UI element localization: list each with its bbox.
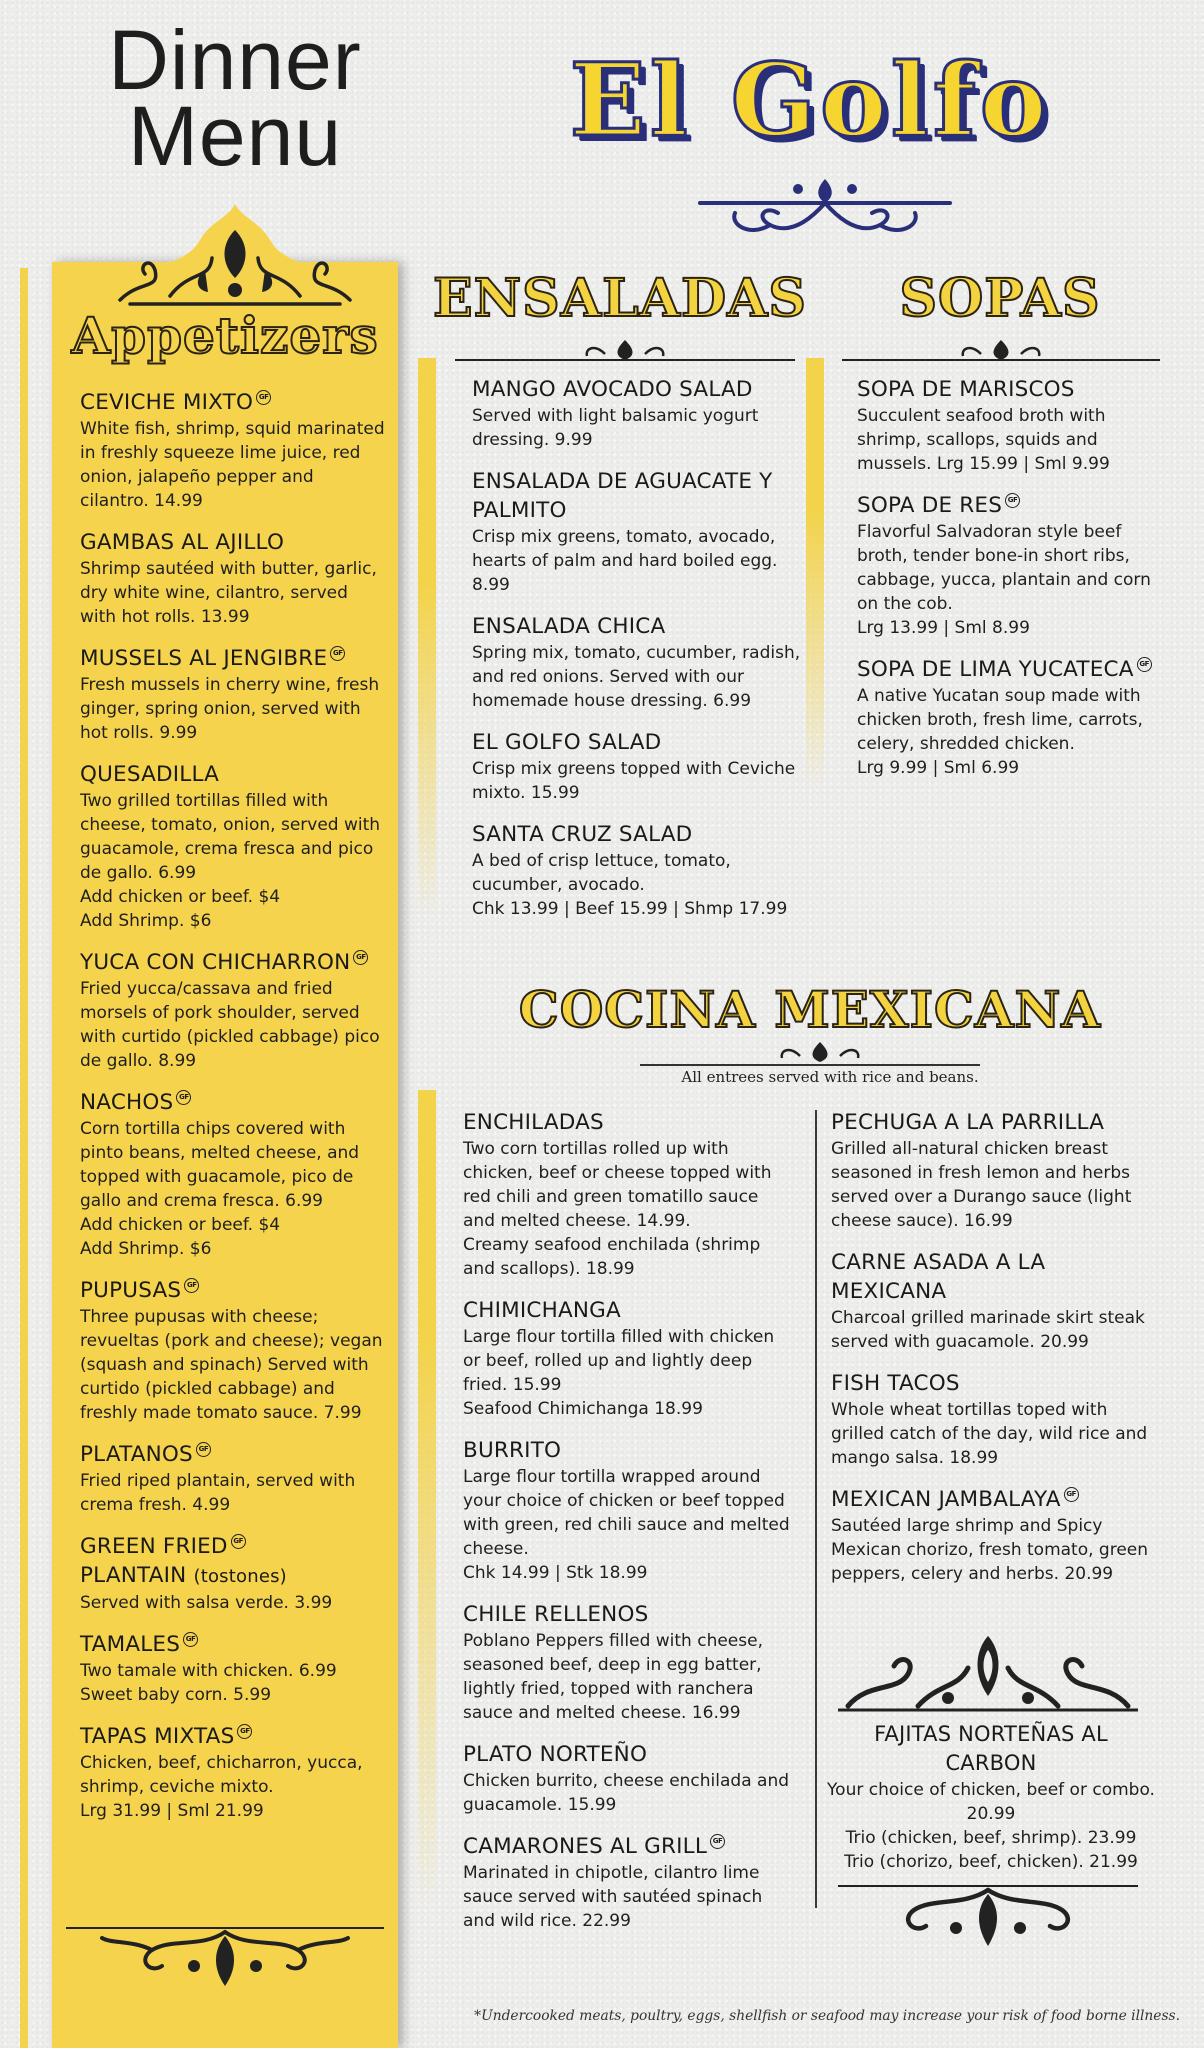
- menu-item-name-text: SANTA CRUZ SALAD: [472, 822, 693, 847]
- menu-item-desc: Creamy seafood enchilada (shrimp and scallops). 18.99: [463, 1235, 761, 1279]
- menu-item: [831, 1248, 1161, 1354]
- menu-item-name: [463, 1296, 793, 1325]
- menu-item-name-text: CEVICHE MIXTO: [80, 390, 254, 415]
- menu-item-name-text: TAMALES: [80, 1632, 181, 1657]
- menu-item-name-text: QUESADILLA: [80, 762, 220, 787]
- fajitas-bottom-flourish-icon: [828, 1882, 1148, 1952]
- menu-item: [472, 467, 812, 597]
- menu-item-name: [80, 1440, 386, 1469]
- menu-item-name: [857, 375, 1167, 404]
- menu-item-name-text: FISH TACOS: [831, 1371, 960, 1396]
- menu-item-desc: Lrg 9.99 | Sml 6.99: [857, 758, 1020, 778]
- menu-item: [463, 1296, 793, 1421]
- menu-item-name-text: GREEN FRIED: [80, 1534, 228, 1559]
- gluten-free-badge-icon: GF: [231, 1534, 246, 1549]
- menu-item: [463, 1108, 793, 1281]
- menu-item-desc: Chk 14.99 | Stk 18.99: [463, 1563, 648, 1583]
- menu-item-name: [472, 467, 812, 525]
- menu-item-name-text: EL GOLFO SALAD: [472, 730, 662, 755]
- menu-item-name: [472, 728, 812, 757]
- menu-item-name: [80, 528, 386, 557]
- menu-item: [463, 1832, 793, 1933]
- logo-flourish-icon: [690, 175, 960, 245]
- cocina-ribbon: [418, 1090, 436, 1910]
- menu-item-desc: Seafood Chimichanga 18.99: [463, 1399, 703, 1419]
- menu-item-name-text: BURRITO: [463, 1438, 562, 1463]
- menu-item-desc: Grilled all-natural chicken breast seasoned in fresh lemon and herbs served over a Durango sauce (light cheese sauce). 16.99: [831, 1139, 1132, 1231]
- menu-item-desc: A native Yucatan soup made with chicken broth, fresh lime, carrots, celery, shredded chicken.: [857, 686, 1143, 754]
- gluten-free-badge-icon: GF: [183, 1632, 198, 1647]
- menu-item-name-text: TAPAS MIXTAS: [80, 1724, 235, 1749]
- cocina-column-divider: [815, 1110, 817, 1908]
- menu-item-name-text: PLATANOS: [80, 1442, 193, 1467]
- menu-item-desc: Chk 13.99 | Beef 15.99 | Shmp 17.99: [472, 899, 788, 919]
- menu-item-desc: Fried yucca/cassava and fried morsels of pork shoulder, served with curtido (pickled cabbage) pico de gallo. 8.99: [80, 979, 380, 1071]
- menu-item: [80, 1440, 386, 1517]
- menu-item-name: [80, 644, 386, 673]
- menu-item-name-text: ENSALADA CHICA: [472, 614, 666, 639]
- menu-item-name: [831, 1369, 1161, 1398]
- menu-item-desc: Add chicken or beef. $4: [80, 887, 281, 907]
- menu-item: [463, 1436, 793, 1585]
- menu-item-desc: A bed of crisp lettuce, tomato, cucumber, avocado.: [472, 851, 731, 895]
- menu-item: [80, 1722, 386, 1823]
- menu-item: [463, 1600, 793, 1725]
- fajitas-section: [826, 1720, 1156, 1874]
- menu-item-desc: Two grilled tortillas filled with cheese, tomato, onion, served with guacamole, crema fresca and pico de gallo. 6.99: [80, 791, 381, 883]
- gluten-free-badge-icon: GF: [1005, 493, 1020, 508]
- menu-item-name: [80, 1722, 386, 1751]
- gluten-free-badge-icon: GF: [184, 1278, 199, 1293]
- gluten-free-badge-icon: GF: [256, 390, 271, 405]
- menu-item: [80, 948, 386, 1073]
- menu-item: [831, 1485, 1161, 1586]
- menu-item-desc: Large flour tortilla filled with chicken or beef, rolled up and lightly deep fried. 15.99: [463, 1327, 775, 1395]
- menu-item-desc: Shrimp sautéed with butter, garlic, dry white wine, cilantro, served with hot rolls. 13.99: [80, 559, 377, 627]
- menu-item-name-text: PLATO NORTEÑO: [463, 1742, 648, 1767]
- cocina-left-list: [463, 1108, 793, 1948]
- restaurant-logo: [480, 40, 1140, 160]
- menu-item-name: [463, 1108, 793, 1137]
- menu-item-name-text: ENCHILADAS: [463, 1110, 604, 1135]
- menu-item-desc: Add chicken or beef. $4: [80, 1215, 281, 1235]
- menu-item-name: [831, 1108, 1161, 1137]
- menu-item-name: [831, 1485, 1161, 1514]
- fajitas-crest-icon: [828, 1632, 1148, 1714]
- menu-item-name: [857, 655, 1167, 684]
- gluten-free-badge-icon: GF: [196, 1442, 211, 1457]
- menu-item-desc: White fish, shrimp, squid marinated in freshly squeeze lime juice, red onion, jalapeño pepper and cilantro. 14.99: [80, 419, 385, 511]
- restaurant-name: El Golfo: [569, 41, 1051, 159]
- sopas-ribbon: [806, 358, 824, 788]
- menu-item-desc: Lrg 31.99 | Sml 21.99: [80, 1801, 264, 1821]
- menu-item-name: [472, 820, 812, 849]
- menu-item-desc: Chicken burrito, cheese enchilada and guacamole. 15.99: [463, 1771, 790, 1815]
- menu-item-desc: Spring mix, tomato, cucumber, radish, and red onions. Served with our homemade house dressing. 6.99: [472, 643, 801, 711]
- menu-item-desc: Succulent seafood broth with shrimp, scallops, squids and mussels. Lrg 15.99 | Sml 9.99: [857, 406, 1110, 474]
- menu-item-name-text: CHIMICHANGA: [463, 1298, 621, 1323]
- menu-item: [857, 375, 1167, 476]
- gluten-free-badge-icon: GF: [1137, 657, 1152, 672]
- menu-item-name: [463, 1600, 793, 1629]
- menu-item-name: [463, 1740, 793, 1769]
- fajitas-name: FAJITAS NORTEÑAS AL CARBON: [874, 1722, 1108, 1775]
- menu-item-name-text: SOPA DE MARISCOS: [857, 377, 1075, 402]
- cocina-divider-icon: [760, 1040, 880, 1066]
- menu-item-name: [463, 1832, 793, 1861]
- menu-item-desc: Two tamale with chicken. 6.99: [80, 1661, 337, 1681]
- menu-item-desc: Corn tortilla chips covered with pinto beans, melted cheese, and topped with guacamole, pico de gallo and crema fresca. 6.99: [80, 1119, 360, 1211]
- appetizer-list: [80, 388, 386, 1838]
- menu-item: [80, 1630, 386, 1707]
- menu-item-name-text: GAMBAS AL AJILLO: [80, 530, 285, 555]
- sopas-divider-icon: [842, 338, 1160, 364]
- fajitas-desc-2: Trio (chicken, beef, shrimp). 23.99: [845, 1828, 1137, 1848]
- appetizer-bottom-flourish-icon: [62, 1918, 388, 1992]
- menu-item-name-note: (tostones): [193, 1566, 287, 1587]
- menu-item-name-text: NACHOS: [80, 1090, 174, 1115]
- menu-title-line1: Dinner: [108, 13, 362, 107]
- menu-item-desc: Served with light balsamic yogurt dressing. 9.99: [472, 406, 759, 450]
- menu-item-desc: Crisp mix greens, tomato, avocado, hearts of palm and hard boiled egg. 8.99: [472, 527, 778, 595]
- menu-item-name-text: SOPA DE LIMA YUCATECA: [857, 657, 1134, 682]
- cocina-right-list: [831, 1108, 1161, 1601]
- fajitas-desc-1: Your choice of chicken, beef or combo. 20.99: [827, 1780, 1155, 1824]
- menu-item-desc: Three pupusas with cheese; revueltas (pork and cheese); vegan (squash and spinach) Served with curtido (pickled cabbage) and freshly made tomato sauce. 7.99: [80, 1307, 383, 1423]
- cocina-heading: COCINA MEXICANA: [518, 980, 1102, 1039]
- menu-item-desc: Fried riped plantain, served with crema fresh. 4.99: [80, 1471, 356, 1515]
- menu-item-desc: Crisp mix greens topped with Ceviche mixto. 15.99: [472, 759, 796, 803]
- menu-item-name-text: ENSALADA DE AGUACATE Y PALMITO: [472, 469, 773, 523]
- gluten-free-badge-icon: GF: [710, 1834, 725, 1849]
- appetizers-heading: Appetizers: [71, 306, 379, 365]
- menu-item: [857, 655, 1167, 780]
- menu-item: [80, 644, 386, 745]
- menu-item-name-text: CHILE RELLENOS: [463, 1602, 649, 1627]
- menu-item-desc: Add Shrimp. $6: [80, 1239, 212, 1259]
- gluten-free-badge-icon: GF: [176, 1090, 191, 1105]
- menu-item-name-text: PUPUSAS: [80, 1278, 182, 1303]
- gluten-free-badge-icon: GF: [237, 1724, 252, 1739]
- menu-item-name-text: MUSSELS AL JENGIBRE: [80, 646, 328, 671]
- menu-item-name: [80, 1276, 386, 1305]
- menu-item: [472, 728, 812, 805]
- menu-title: [55, 13, 415, 183]
- menu-item: [80, 1088, 386, 1261]
- menu-item-name: [463, 1436, 793, 1465]
- menu-item-desc: Lrg 13.99 | Sml 8.99: [857, 618, 1030, 638]
- menu-item: [831, 1369, 1161, 1470]
- menu-item-desc: Chicken, beef, chicharron, yucca, shrimp, ceviche mixto.: [80, 1753, 363, 1797]
- menu-item-name: [80, 1532, 386, 1591]
- menu-item: [472, 820, 812, 921]
- menu-item-name-text: CARNE ASADA A LA MEXICANA: [831, 1250, 1046, 1304]
- menu-title-line2: Menu: [127, 89, 343, 183]
- health-disclaimer: *Undercooked meats, poultry, eggs, shellfish or seafood may increase your risk of food borne illness.: [474, 2008, 1180, 2024]
- menu-item-desc: Served with salsa verde. 3.99: [80, 1593, 333, 1613]
- menu-item-name-text: CAMARONES AL GRILL: [463, 1834, 708, 1859]
- menu-item-name: [472, 375, 812, 404]
- fajitas-desc-3: Trio (chorizo, beef, chicken). 21.99: [844, 1852, 1138, 1872]
- menu-item-name: [80, 1630, 386, 1659]
- menu-item: [472, 612, 812, 713]
- ensaladas-heading: ENSALADAS: [433, 268, 807, 329]
- menu-item-desc: Charcoal grilled marinade skirt steak served with guacamole. 20.99: [831, 1308, 1145, 1352]
- menu-item-name: [831, 1248, 1161, 1306]
- menu-item-name: [80, 388, 386, 417]
- menu-item: [857, 491, 1167, 640]
- menu-item-desc: Marinated in chipotle, cilantro lime sauce served with sautéed spinach and wild rice. 22.99: [463, 1863, 763, 1931]
- menu-item: [472, 375, 812, 452]
- menu-item-desc: Whole wheat tortillas toped with grilled catch of the day, wild rice and mango salsa. 18.99: [831, 1400, 1148, 1468]
- menu-item-name: [80, 760, 386, 789]
- menu-item-name-text: YUCA CON CHICHARRON: [80, 950, 351, 975]
- cocina-note: All entrees served with rice and beans.: [681, 1068, 979, 1086]
- menu-item: [80, 1532, 386, 1615]
- gluten-free-badge-icon: GF: [1064, 1487, 1079, 1502]
- menu-item-name: [472, 612, 812, 641]
- menu-item-name: [80, 1088, 386, 1117]
- menu-item-name: [80, 948, 386, 977]
- menu-item-name-text: MANGO AVOCADO SALAD: [472, 377, 753, 402]
- menu-item-name-text: SOPA DE RES: [857, 493, 1003, 518]
- menu-item: [80, 1276, 386, 1425]
- menu-item-name-text: PECHUGA A LA PARRILLA: [831, 1110, 1105, 1135]
- menu-item: [80, 528, 386, 629]
- ensaladas-divider-icon: [455, 338, 795, 364]
- menu-item-name: [857, 491, 1167, 520]
- sopas-list: [857, 375, 1167, 795]
- cocina-note-rule: [640, 1064, 980, 1066]
- menu-item: [463, 1740, 793, 1817]
- appetizer-crest-icon: [100, 200, 370, 310]
- menu-item-desc: Sautéed large shrimp and Spicy Mexican chorizo, fresh tomato, green peppers, celery and herbs. 20.99: [831, 1516, 1149, 1584]
- gluten-free-badge-icon: GF: [353, 950, 368, 965]
- menu-item: [80, 760, 386, 933]
- menu-item-name-line2: PLANTAIN: [80, 1563, 187, 1588]
- menu-item-name-text: MEXICAN JAMBALAYA: [831, 1487, 1061, 1512]
- sopas-heading: SOPAS: [899, 268, 1101, 329]
- menu-item: [80, 388, 386, 513]
- ensaladas-ribbon: [418, 358, 436, 918]
- menu-item-desc: Large flour tortilla wrapped around your choice of chicken or beef topped with green, red chili sauce and melted cheese.: [463, 1467, 790, 1559]
- menu-item-desc: Fresh mussels in cherry wine, fresh ginger, spring onion, served with hot rolls. 9.99: [80, 675, 380, 743]
- gluten-free-badge-icon: GF: [330, 646, 345, 661]
- appetizer-ribbon: [20, 268, 28, 2048]
- menu-item-desc: Two corn tortillas rolled up with chicken, beef or cheese topped with red chili and green tomatillo sauce and melted cheese. 14.99.: [463, 1139, 772, 1231]
- menu-item-desc: Poblano Peppers filled with cheese, seasoned beef, deep in egg batter, lightly fried, topped with ranchera sauce and melted cheese. 16.99: [463, 1631, 763, 1723]
- menu-item-desc: Sweet baby corn. 5.99: [80, 1685, 272, 1705]
- menu-item-desc: Flavorful Salvadoran style beef broth, tender bone-in short ribs, cabbage, yucca, plantain and corn on the cob.: [857, 522, 1151, 614]
- menu-item: [831, 1108, 1161, 1233]
- menu-item-desc: Add Shrimp. $6: [80, 911, 212, 931]
- ensaladas-list: [472, 375, 812, 936]
